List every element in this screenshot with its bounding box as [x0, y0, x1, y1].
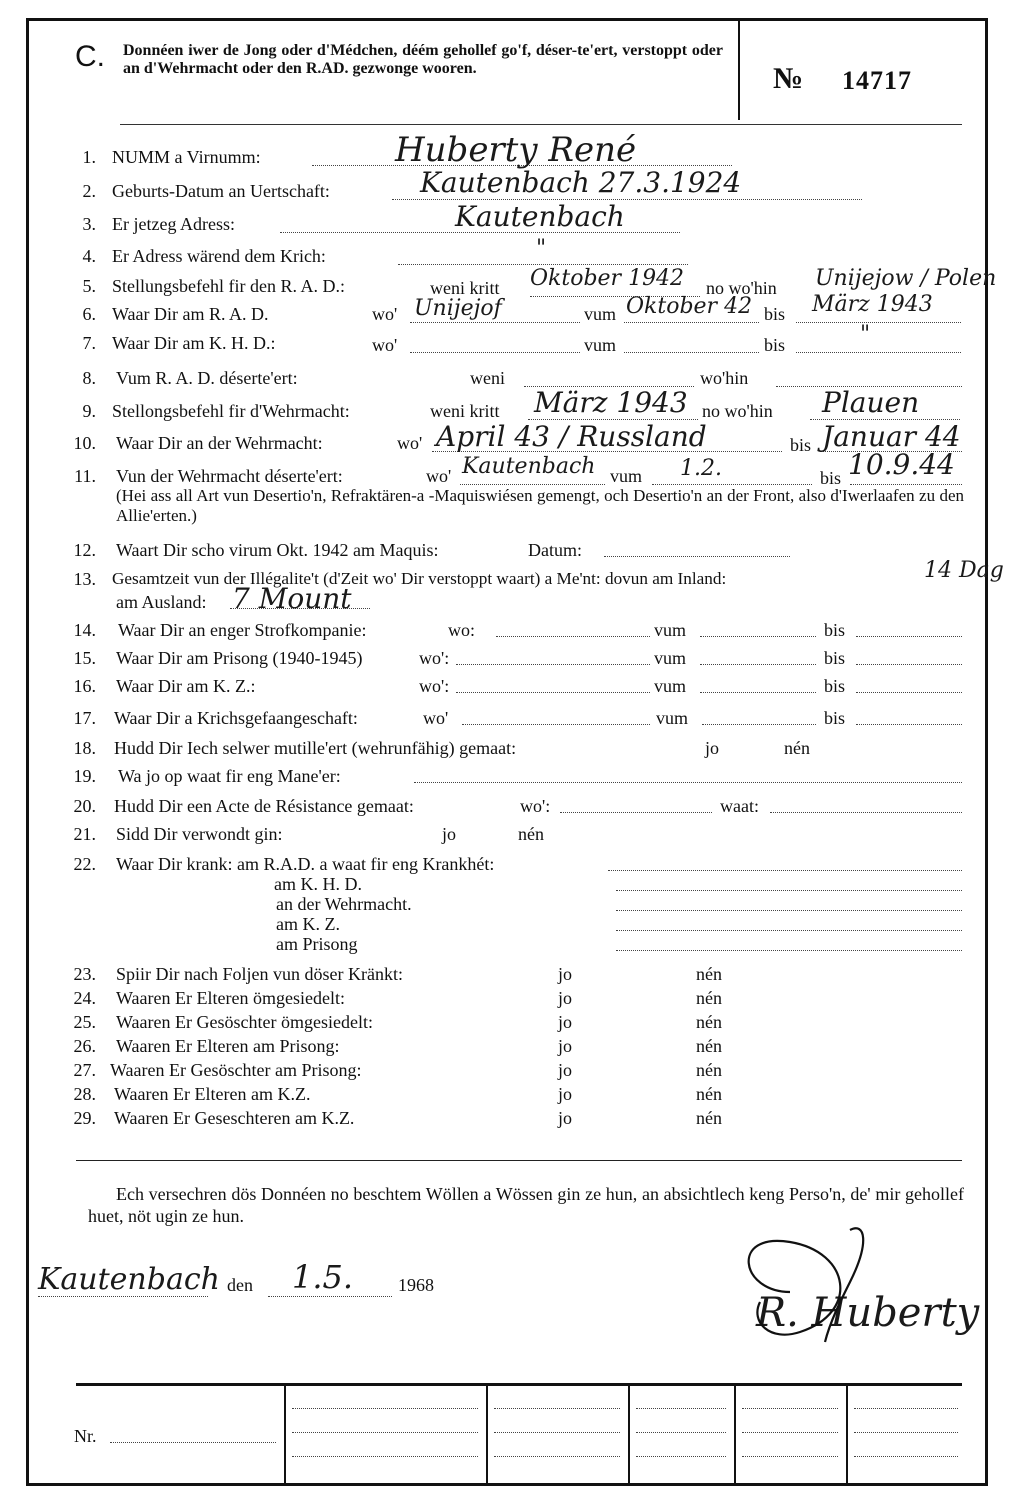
- option-yes[interactable]: jo: [558, 1084, 573, 1104]
- answer-line[interactable]: [414, 782, 962, 783]
- question-label: Waar Dir krank: am R.A.D. a waat fir eng Krankhét:: [116, 854, 495, 874]
- question-label-line2: am Ausland:: [116, 592, 207, 612]
- question-label: Spiir Dir nach Foljen vun döser Kränkt:: [116, 964, 403, 984]
- answer-line[interactable]: [496, 636, 650, 637]
- question-number: 21.: [73, 824, 96, 844]
- option-yes[interactable]: jo: [558, 988, 573, 1008]
- question-label: Sidd Dir verwondt gin:: [116, 824, 283, 844]
- answer-handwritten: März 1943: [534, 386, 688, 419]
- question-number: 14.: [73, 620, 96, 640]
- answer-line[interactable]: [410, 352, 580, 353]
- footer-line[interactable]: [292, 1456, 478, 1457]
- question-label: Vum R. A. D. déserte'ert:: [116, 368, 298, 388]
- question-number: 13.: [73, 569, 96, 589]
- answer-line[interactable]: [856, 636, 962, 637]
- footer-line[interactable]: [292, 1432, 478, 1433]
- option-yes[interactable]: jo: [558, 1036, 573, 1056]
- question-label: Hudd Dir Iech selwer mutille'ert (wehrunfähig) gemaat:: [114, 738, 517, 758]
- section-letter: C.: [75, 40, 105, 73]
- answer-line[interactable]: [856, 664, 962, 665]
- date-label: den: [227, 1275, 253, 1295]
- answer-line[interactable]: [462, 724, 650, 725]
- answer-line[interactable]: [456, 664, 650, 665]
- answer-line[interactable]: [456, 692, 650, 693]
- question-label: Stellungsbefehl fir den R. A. D.:: [112, 276, 345, 296]
- answer-line[interactable]: [652, 484, 812, 485]
- answer-line[interactable]: [702, 724, 816, 725]
- date-handwritten: 1.5.: [292, 1258, 354, 1296]
- question-label: Geburts-Datum an Uertschaft:: [112, 181, 330, 201]
- answer-line[interactable]: [460, 484, 605, 485]
- question-number: 24.: [73, 988, 96, 1008]
- answer-handwritten: 10.9.44: [848, 448, 955, 481]
- question-label: Waaren Er Elteren am K.Z.: [114, 1084, 311, 1104]
- option-yes[interactable]: jo: [558, 964, 573, 984]
- question-number: 5.: [82, 276, 96, 296]
- question-label: NUMM a Virnumm:: [112, 147, 261, 167]
- question-label: Stellongsbefehl fir d'Wehrmacht:: [112, 401, 350, 421]
- question-label: Waaren Er Elteren ömgesiedelt:: [116, 988, 345, 1008]
- field-label: no wo'hin: [702, 401, 773, 421]
- signature-flourish: [730, 1222, 890, 1352]
- field-label: bis: [790, 435, 812, 455]
- answer-line[interactable]: [700, 664, 816, 665]
- footer-line[interactable]: [494, 1432, 620, 1433]
- field-label: wo':: [419, 648, 450, 668]
- footer-line[interactable]: [742, 1456, 838, 1457]
- field-label: wo': [423, 708, 449, 728]
- answer-handwritten: Unijejof: [414, 296, 502, 321]
- option-no[interactable]: nén: [696, 1108, 722, 1128]
- form-number: 14717: [842, 66, 912, 95]
- question-number: 8.: [82, 368, 96, 388]
- answer-line[interactable]: [608, 870, 962, 871]
- footer-divider: [486, 1386, 488, 1486]
- question-number: 23.: [73, 964, 96, 984]
- answer-handwritten: Kautenbach: [462, 454, 596, 479]
- answer-line[interactable]: [856, 724, 962, 725]
- answer-handwritten: Huberty René: [395, 130, 637, 170]
- answer-line[interactable]: [850, 484, 962, 485]
- question-number: 28.: [73, 1084, 96, 1104]
- field-label: wo'hin: [700, 368, 749, 388]
- question-number: 1.: [82, 147, 96, 167]
- field-label: vum: [584, 304, 617, 324]
- answer-handwritten: Plauen: [822, 386, 920, 419]
- option-no[interactable]: nén: [518, 824, 544, 844]
- answer-handwritten: Januar 44: [822, 420, 961, 453]
- question-number: 2.: [82, 181, 96, 201]
- question-label: Waar Dir a Krichsgefaangeschaft:: [114, 708, 358, 728]
- question-label: Vun der Wehrmacht déserte'ert:: [116, 466, 343, 486]
- sub-label: am K. H. D.: [274, 874, 362, 894]
- question-number: 20.: [73, 796, 96, 816]
- footer-line[interactable]: [854, 1408, 958, 1409]
- header-rule: [120, 124, 962, 125]
- option-no[interactable]: nén: [696, 1012, 722, 1032]
- field-label: wo:: [448, 620, 475, 640]
- option-yes[interactable]: jo: [705, 738, 720, 758]
- question-number: 3.: [82, 214, 96, 234]
- answer-line[interactable]: [770, 812, 962, 813]
- question-number: 26.: [73, 1036, 96, 1056]
- footer-divider: [284, 1386, 286, 1486]
- form-title: Donnéen iwer de Jong oder d'Médchen, déém gehollef go'f, déser-te'ert, verstoppt oder an d'Wehrmacht oder den R.AD. gezwonge wooren.: [123, 42, 723, 77]
- footer-line[interactable]: [742, 1408, 838, 1409]
- answer-handwritten: Kautenbach 27.3.1924: [420, 166, 742, 199]
- section-rule: [76, 1160, 962, 1161]
- number-symbol: №: [773, 62, 804, 95]
- field-label: vum: [654, 676, 687, 696]
- question-number: 4.: [82, 246, 96, 266]
- question-number: 6.: [82, 304, 96, 324]
- field-label: vum: [656, 708, 689, 728]
- field-label: wo':: [520, 796, 551, 816]
- option-no[interactable]: nén: [696, 964, 722, 984]
- answer-line[interactable]: [700, 692, 816, 693]
- footer-divider: [734, 1386, 736, 1486]
- question-number: 25.: [73, 1012, 96, 1032]
- question-label: Er Adress wärend dem Krich:: [112, 246, 326, 266]
- answer-line[interactable]: [796, 322, 961, 323]
- option-yes[interactable]: jo: [558, 1060, 573, 1080]
- option-no[interactable]: nén: [696, 988, 722, 1008]
- answer-line[interactable]: [624, 352, 759, 353]
- option-no[interactable]: nén: [696, 1084, 722, 1104]
- field-label: bis: [764, 335, 786, 355]
- question-number: 7.: [82, 333, 96, 353]
- sub-label: an der Wehrmacht.: [276, 894, 412, 914]
- question-label: Waaren Er Gesöschter am Prisong:: [110, 1060, 362, 1080]
- sub-label: am Prisong: [276, 934, 358, 954]
- answer-line[interactable]: [398, 264, 688, 265]
- question-number: 17.: [73, 708, 96, 728]
- field-label: bis: [764, 304, 786, 324]
- answer-handwritten: 7 Mount: [232, 582, 352, 615]
- question-label: Wa jo op waat fir eng Mane'er:: [118, 766, 341, 786]
- field-label: Datum:: [528, 540, 582, 560]
- answer-handwritten: 14 Dag: [924, 558, 1004, 583]
- footer-line[interactable]: [292, 1408, 478, 1409]
- option-yes[interactable]: jo: [558, 1012, 573, 1032]
- nr-line[interactable]: [110, 1442, 276, 1443]
- answer-line[interactable]: [616, 950, 962, 951]
- answer-line[interactable]: [616, 890, 962, 891]
- answer-line[interactable]: [604, 556, 790, 557]
- question-label: Waaren Er Elteren am Prisong:: [116, 1036, 340, 1056]
- place-handwritten: Kautenbach: [38, 1262, 220, 1297]
- field-label: vum: [610, 466, 643, 486]
- field-label: wo': [426, 466, 452, 486]
- field-label: vum: [584, 335, 617, 355]
- option-no[interactable]: nén: [696, 1060, 722, 1080]
- question-label: Waart Dir scho virum Okt. 1942 am Maquis:: [116, 540, 439, 560]
- question-label: Hudd Dir een Acte de Résistance gemaat:: [114, 796, 414, 816]
- answer-line[interactable]: [796, 352, 961, 353]
- answer-line[interactable]: [410, 322, 580, 323]
- option-no[interactable]: nén: [696, 1036, 722, 1056]
- answer-handwritten: Oktober 1942: [530, 266, 685, 291]
- question-number: 11.: [74, 466, 96, 486]
- question-number: 15.: [73, 648, 96, 668]
- place-line[interactable]: [38, 1296, 208, 1297]
- field-label: no wo'hin: [706, 278, 777, 298]
- field-label: bis: [824, 620, 846, 640]
- field-label: wo': [372, 304, 398, 324]
- footer-line[interactable]: [636, 1408, 726, 1409]
- field-label: wo':: [419, 676, 450, 696]
- date-line[interactable]: [268, 1296, 392, 1297]
- answer-handwritten: ": [536, 236, 547, 261]
- answer-line[interactable]: [700, 636, 816, 637]
- field-label: weni kritt: [430, 401, 500, 421]
- field-label: wo': [397, 433, 423, 453]
- field-label: bis: [824, 708, 846, 728]
- question-number: 18.: [73, 738, 96, 758]
- field-label: bis: [820, 468, 842, 488]
- question-number: 10.: [73, 433, 96, 453]
- footer-rule-top: [76, 1383, 962, 1386]
- answer-handwritten: Unijejow / Polen: [815, 266, 997, 291]
- question-label: Waar Dir an enger Strofkompanie:: [118, 620, 367, 640]
- question-number: 12.: [73, 540, 96, 560]
- footer-line[interactable]: [636, 1432, 726, 1433]
- field-label: vum: [654, 620, 687, 640]
- footer-divider: [628, 1386, 630, 1486]
- question-label: Waar Dir am K. Z.:: [116, 676, 256, 696]
- answer-line[interactable]: [616, 910, 962, 911]
- question-number: 16.: [73, 676, 96, 696]
- field-label: bis: [824, 676, 846, 696]
- question-number: 9.: [82, 401, 96, 421]
- question-label: Gesamtzeit vun der Illégalite't (d'Zeit wo' Dir verstoppt waart) a Me'nt: dovun am Inland:: [112, 569, 727, 588]
- footer-line[interactable]: [854, 1456, 958, 1457]
- question-label: Er jetzeg Adress:: [112, 214, 235, 234]
- question-label: Waar Dir am R. A. D.: [112, 304, 269, 324]
- question-number: 29.: [73, 1108, 96, 1128]
- nr-label: Nr.: [74, 1426, 97, 1446]
- answer-line[interactable]: [856, 692, 962, 693]
- answer-handwritten: 1.2.: [680, 456, 722, 481]
- field-label: vum: [654, 648, 687, 668]
- question-number: 19.: [73, 766, 96, 786]
- field-label: wo': [372, 335, 398, 355]
- footer-line[interactable]: [636, 1456, 726, 1457]
- option-no[interactable]: nén: [784, 738, 810, 758]
- footer-line[interactable]: [494, 1456, 620, 1457]
- question-label: Waar Dir am K. H. D.:: [112, 333, 276, 353]
- answer-line[interactable]: [616, 930, 962, 931]
- question-note: (Hei ass all Art vun Desertio'n, Refraktären-a -Maquiswiésen gemengt, och Desertio'n an der Front, also d'Iwerlaafen zu den Allie'erten.): [116, 486, 964, 525]
- year-label: 1968: [398, 1275, 434, 1295]
- question-number: 27.: [73, 1060, 96, 1080]
- field-label: weni: [470, 368, 505, 388]
- footer-line[interactable]: [742, 1432, 838, 1433]
- answer-line[interactable]: [624, 322, 759, 323]
- option-yes[interactable]: jo: [442, 824, 457, 844]
- signature: R. Huberty: [756, 1290, 980, 1336]
- answer-handwritten: Kautenbach: [455, 200, 625, 233]
- answer-line[interactable]: [560, 812, 712, 813]
- answer-handwritten: Oktober 42: [626, 294, 753, 319]
- answer-handwritten: ": [860, 322, 871, 347]
- option-yes[interactable]: jo: [558, 1108, 573, 1128]
- footer-line[interactable]: [494, 1408, 620, 1409]
- footer-divider: [846, 1386, 848, 1486]
- declaration-text: Ech versechren dös Donnéen no beschtem Wöllen a Wössen gin ze hun, an absichtlech keng Perso'n, de' mir gehollef huet, nöt ugin ze hun.: [88, 1184, 964, 1226]
- question-label: Waaren Er Geseschteren am K.Z.: [114, 1108, 355, 1128]
- field-label: bis: [824, 648, 846, 668]
- question-number: 22.: [73, 854, 96, 874]
- answer-handwritten: April 43 / Russland: [436, 420, 707, 453]
- question-label: Waar Dir am Prisong (1940-1945): [116, 648, 363, 668]
- field-label: weni kritt: [430, 278, 500, 298]
- answer-handwritten: März 1943: [812, 292, 933, 317]
- footer-line[interactable]: [854, 1432, 958, 1433]
- question-label: Waaren Er Gesöschter ömgesiedelt:: [116, 1012, 373, 1032]
- sub-label: am K. Z.: [276, 914, 340, 934]
- field-label: waat:: [720, 796, 759, 816]
- question-label: Waar Dir an der Wehrmacht:: [116, 433, 323, 453]
- header-divider: [738, 20, 740, 120]
